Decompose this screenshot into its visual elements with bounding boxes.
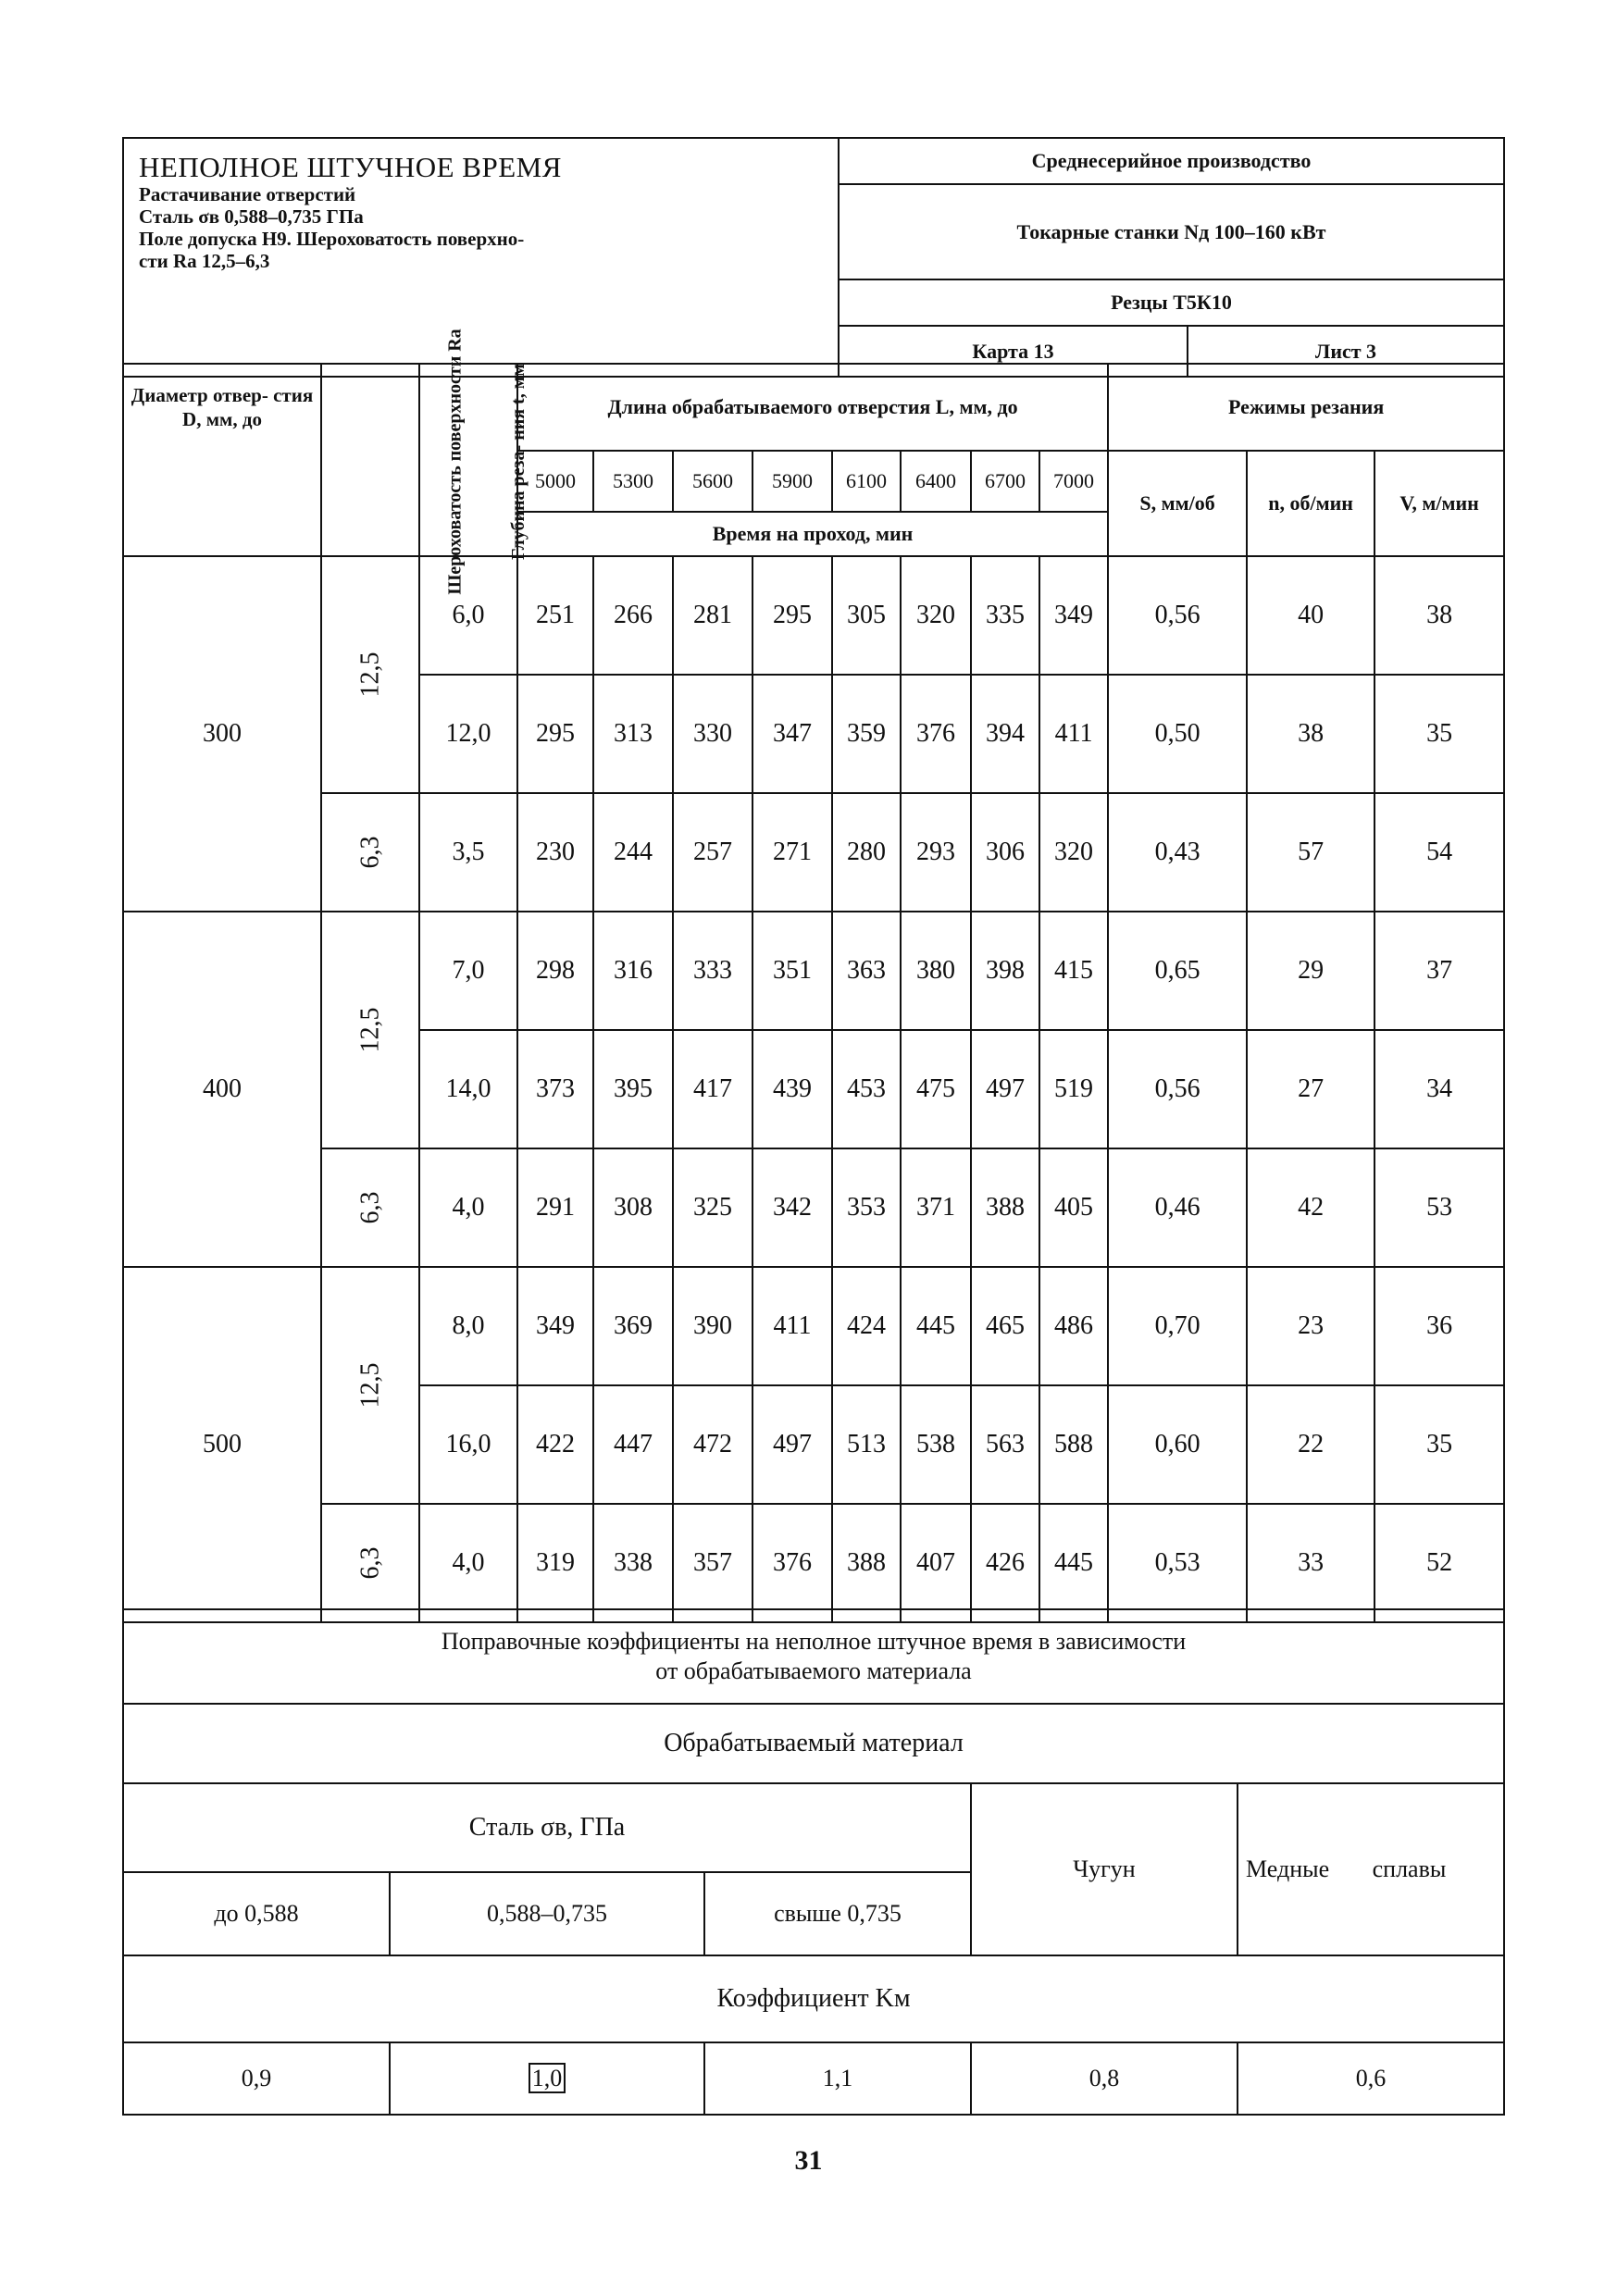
time-cell: 405 — [1039, 1148, 1108, 1267]
time-cell: 349 — [1039, 556, 1108, 675]
time-cell: 308 — [593, 1148, 673, 1267]
time-cell: 394 — [971, 675, 1039, 793]
depth-cell: 6,0 — [419, 556, 517, 675]
roughness-line: сти Ra 12,5–6,3 — [139, 250, 270, 272]
roughness-value: 6,3 — [355, 1191, 384, 1224]
time-cell: 415 — [1039, 912, 1108, 1030]
modes-header: Режимы резания — [1108, 364, 1504, 451]
time-cell: 251 — [517, 556, 593, 675]
depth-cell: 4,0 — [419, 1504, 517, 1622]
time-cell: 266 — [593, 556, 673, 675]
time-cell: 347 — [753, 675, 832, 793]
mode-n-cell: 33 — [1247, 1504, 1374, 1622]
header-info — [123, 138, 839, 377]
time-cell: 426 — [971, 1504, 1039, 1622]
depth-cell: 8,0 — [419, 1267, 517, 1385]
mode-v-cell: 53 — [1374, 1148, 1504, 1267]
time-cell: 373 — [517, 1030, 593, 1148]
time-cell: 388 — [971, 1148, 1039, 1267]
depth-cell: 3,5 — [419, 793, 517, 912]
time-cell: 319 — [517, 1504, 593, 1622]
mode-s-cell: 0,46 — [1108, 1148, 1247, 1267]
time-cell: 519 — [1039, 1030, 1108, 1148]
coefficient-caption-line2: от обрабатываемого материала — [655, 1657, 972, 1684]
mode-s-cell: 0,65 — [1108, 912, 1247, 1030]
length-5300: 5300 — [593, 451, 673, 512]
table-row — [123, 912, 1504, 1030]
time-cell: 257 — [673, 793, 753, 912]
steel-range-high: свыше 0,735 — [704, 1872, 971, 1955]
mode-v-cell: 35 — [1374, 1385, 1504, 1504]
length-6700: 6700 — [971, 451, 1039, 512]
mode-n-cell: 38 — [1247, 675, 1374, 793]
coef-value-steel-mid — [390, 2042, 704, 2115]
depth-header-label: Глубина реза- ния t, мм — [507, 364, 529, 560]
cast-iron-header: Чугун — [971, 1783, 1238, 1955]
coefficient-km-caption: Коэффициент Kм — [123, 1955, 1504, 2042]
time-cell: 306 — [971, 793, 1039, 912]
speed-rpm-header: n, об/мин — [1247, 451, 1374, 556]
sheet-number: Лист 3 — [1188, 326, 1504, 377]
time-cell: 513 — [832, 1385, 901, 1504]
time-cell: 445 — [1039, 1504, 1108, 1622]
diameter-header: Диаметр отвер- стия D, мм, до — [123, 364, 321, 556]
time-cell: 295 — [517, 675, 593, 793]
table-row — [123, 556, 1504, 675]
mode-n-cell: 40 — [1247, 556, 1374, 675]
time-cell: 417 — [673, 1030, 753, 1148]
machines-info: Токарные станки Nд 100–160 кВт — [839, 184, 1504, 279]
time-cell: 371 — [901, 1148, 971, 1267]
steel-caption: Сталь σв, ГПа — [123, 1783, 971, 1872]
time-cell: 335 — [971, 556, 1039, 675]
depth-cell: 4,0 — [419, 1148, 517, 1267]
mode-s-cell: 0,56 — [1108, 1030, 1247, 1148]
table-row — [123, 793, 1504, 912]
time-cell: 305 — [832, 556, 901, 675]
mode-s-cell: 0,50 — [1108, 675, 1247, 793]
page-number: 31 — [794, 2145, 823, 2176]
depth-cell: 7,0 — [419, 912, 517, 1030]
roughness-header-label: Шероховатость поверхности Ra — [444, 329, 466, 595]
depth-cell: 14,0 — [419, 1030, 517, 1148]
length-5900: 5900 — [753, 451, 832, 512]
depth-cell: 16,0 — [419, 1385, 517, 1504]
time-cell: 295 — [753, 556, 832, 675]
mode-v-cell: 38 — [1374, 556, 1504, 675]
time-cell: 330 — [673, 675, 753, 793]
roughness-value: 6,3 — [355, 1546, 384, 1580]
roughness-value: 12,5 — [355, 652, 384, 698]
time-cell: 376 — [901, 675, 971, 793]
time-cell: 465 — [971, 1267, 1039, 1385]
time-cell: 230 — [517, 793, 593, 912]
mode-n-cell: 42 — [1247, 1148, 1374, 1267]
mode-v-cell: 37 — [1374, 912, 1504, 1030]
length-5000: 5000 — [517, 451, 593, 512]
mode-v-cell: 34 — [1374, 1030, 1504, 1148]
steel-range-low: до 0,588 — [123, 1872, 390, 1955]
time-table-body — [123, 556, 1504, 1622]
length-header: Длина обрабатываемого отверстия L, мм, до — [517, 364, 1108, 451]
mode-s-cell: 0,70 — [1108, 1267, 1247, 1385]
mode-n-cell: 29 — [1247, 912, 1374, 1030]
diameter-cell: 400 — [123, 912, 321, 1267]
time-cell: 395 — [593, 1030, 673, 1148]
table-row — [123, 1504, 1504, 1622]
table-row — [123, 1267, 1504, 1385]
time-cell: 342 — [753, 1148, 832, 1267]
time-caption: Время на проход, мин — [517, 512, 1108, 556]
time-cell: 357 — [673, 1504, 753, 1622]
time-cell: 388 — [832, 1504, 901, 1622]
mode-n-cell: 22 — [1247, 1385, 1374, 1504]
feed-header: S, мм/об — [1108, 451, 1247, 556]
time-cell: 411 — [1039, 675, 1108, 793]
depth-header — [419, 364, 529, 560]
time-cell: 588 — [1039, 1385, 1108, 1504]
time-cell: 351 — [753, 912, 832, 1030]
diameter-cell: 300 — [123, 556, 321, 912]
time-cell: 320 — [901, 556, 971, 675]
time-cell: 338 — [593, 1504, 673, 1622]
time-cell: 349 — [517, 1267, 593, 1385]
time-cell: 475 — [901, 1030, 971, 1148]
time-cell: 407 — [901, 1504, 971, 1622]
time-cell: 497 — [971, 1030, 1039, 1148]
depth-cell: 12,0 — [419, 675, 517, 793]
mode-s-cell: 0,60 — [1108, 1385, 1247, 1504]
mode-v-cell: 52 — [1374, 1504, 1504, 1622]
time-cell: 313 — [593, 675, 673, 793]
coef-value-cast-iron: 0,8 — [971, 2042, 1238, 2115]
time-cell: 376 — [753, 1504, 832, 1622]
mode-s-cell: 0,53 — [1108, 1504, 1247, 1622]
time-cell: 453 — [832, 1030, 901, 1148]
coefficient-caption — [123, 1609, 1504, 1704]
coefficient-caption-line1: Поправочные коэффициенты на неполное штучное время в зависимости — [441, 1628, 1187, 1655]
time-cell: 472 — [673, 1385, 753, 1504]
time-cell: 563 — [971, 1385, 1039, 1504]
time-cell: 445 — [901, 1267, 971, 1385]
time-cell: 325 — [673, 1148, 753, 1267]
time-cell: 271 — [753, 793, 832, 912]
coefficient-table — [122, 1608, 1505, 2116]
time-cell: 439 — [753, 1030, 832, 1148]
time-cell: 422 — [517, 1385, 593, 1504]
cutters-info: Резцы Т5К10 — [839, 279, 1504, 326]
production-type: Среднесерийное производство — [839, 138, 1504, 184]
mode-v-cell: 54 — [1374, 793, 1504, 912]
time-cell: 497 — [753, 1385, 832, 1504]
roughness-cell — [321, 556, 419, 793]
page-title: НЕПОЛНОЕ ШТУЧНОЕ ВРЕМЯ — [139, 151, 562, 183]
card-number: Карта 13 — [839, 326, 1188, 377]
time-cell: 369 — [593, 1267, 673, 1385]
length-6400: 6400 — [901, 451, 971, 512]
mode-n-cell: 27 — [1247, 1030, 1374, 1148]
mode-v-cell: 35 — [1374, 675, 1504, 793]
time-cell: 538 — [901, 1385, 971, 1504]
roughness-value: 12,5 — [355, 1362, 384, 1409]
roughness-cell — [321, 793, 419, 912]
operation-line: Растачивание отверстий — [139, 183, 356, 205]
mode-v-cell: 36 — [1374, 1267, 1504, 1385]
coef-value-steel-low: 0,9 — [123, 2042, 390, 2115]
time-cell: 390 — [673, 1267, 753, 1385]
time-cell: 293 — [901, 793, 971, 912]
length-7000: 7000 — [1039, 451, 1108, 512]
time-cell: 291 — [517, 1148, 593, 1267]
coef-value-copper: 0,6 — [1238, 2042, 1504, 2115]
speed-mmin-header: V, м/мин — [1374, 451, 1504, 556]
time-cell: 298 — [517, 912, 593, 1030]
time-cell: 424 — [832, 1267, 901, 1385]
coef-value-steel-mid-box: 1,0 — [529, 2063, 566, 2093]
length-5600: 5600 — [673, 451, 753, 512]
time-cell: 280 — [832, 793, 901, 912]
roughness-cell — [321, 1504, 419, 1622]
mode-s-cell: 0,56 — [1108, 556, 1247, 675]
time-cell: 380 — [901, 912, 971, 1030]
length-6100: 6100 — [832, 451, 901, 512]
time-cell: 353 — [832, 1148, 901, 1267]
header-table — [122, 137, 1505, 378]
time-cell: 363 — [832, 912, 901, 1030]
roughness-cell — [321, 1267, 419, 1504]
time-cell: 359 — [832, 675, 901, 793]
table-row — [123, 1148, 1504, 1267]
time-cell: 447 — [593, 1385, 673, 1504]
time-cell: 316 — [593, 912, 673, 1030]
copper-header: Медные сплавы — [1238, 1783, 1504, 1955]
tolerance-line: Поле допуска Н9. Шероховатость поверхно- — [139, 228, 525, 250]
diameter-cell: 500 — [123, 1267, 321, 1622]
roughness-value: 12,5 — [355, 1007, 384, 1053]
time-cell: 411 — [753, 1267, 832, 1385]
time-cell: 244 — [593, 793, 673, 912]
mode-n-cell: 57 — [1247, 793, 1374, 912]
material-caption: Обрабатываемый материал — [123, 1704, 1504, 1783]
time-cell: 398 — [971, 912, 1039, 1030]
time-cell: 281 — [673, 556, 753, 675]
steel-range-mid: 0,588–0,735 — [390, 1872, 704, 1955]
roughness-header — [321, 329, 466, 595]
time-cell: 486 — [1039, 1267, 1108, 1385]
material-line: Сталь σв 0,588–0,735 ГПа — [139, 205, 364, 228]
roughness-value: 6,3 — [355, 836, 384, 869]
coef-value-steel-high: 1,1 — [704, 2042, 971, 2115]
time-cell: 320 — [1039, 793, 1108, 912]
mode-s-cell: 0,43 — [1108, 793, 1247, 912]
roughness-cell — [321, 912, 419, 1148]
roughness-cell — [321, 1148, 419, 1267]
time-cell: 333 — [673, 912, 753, 1030]
mode-n-cell: 23 — [1247, 1267, 1374, 1385]
